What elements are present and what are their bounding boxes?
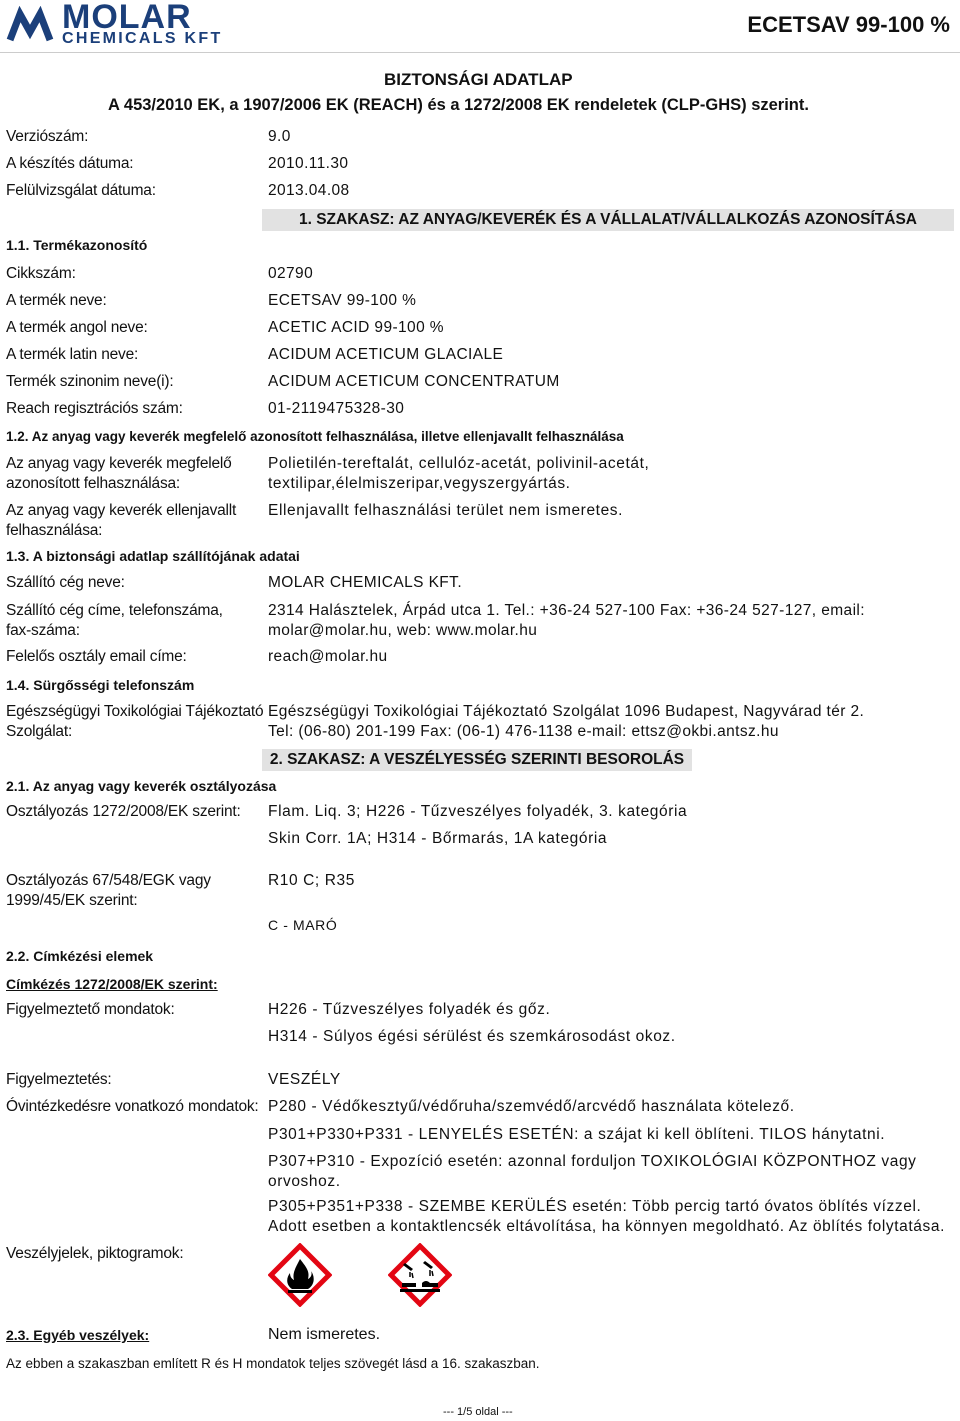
address-label-line1: Szállító cég címe, telefonszáma, <box>6 602 223 619</box>
logo-top-text: MOLAR <box>62 0 192 36</box>
revised-label: Felülvizsgálat dátuma: <box>6 182 156 199</box>
signal-word-value: VESZÉLY <box>268 1071 341 1088</box>
emergency-label-line2: Szolgálat: <box>6 723 73 740</box>
emergency-value-line2: Tel: (06-80) 201-199 Fax: (06-1) 476-1138 e-mail: ettsz@okbi.antsz.hu <box>268 723 779 740</box>
subsection-1-1: 1.1. Termékazonosító <box>6 237 148 253</box>
created-label: A készítés dátuma: <box>6 155 134 172</box>
precaution-p305-line1: P305+P351+P338 - SZEMBE KERÜLÉS esetén: Több percig tartó óvatos öblítés vízzel. <box>268 1198 922 1215</box>
address-value-line2: molar@molar.hu, web: www.molar.hu <box>268 622 538 639</box>
address-label-line2: fax-száma: <box>6 622 80 639</box>
use-value-line2: textilipar,élelmiszeripar,vegyszergyártás. <box>268 475 571 492</box>
supplier-value: MOLAR CHEMICALS KFT. <box>268 574 463 591</box>
hazard-statement-2: H314 - Súlyos égési sérülést és szemkárosodást okoz. <box>268 1028 676 1045</box>
molar-logo-icon <box>6 0 226 50</box>
clp-label: Osztályozás 1272/2008/EK szerint: <box>6 803 241 820</box>
product-name-value: ECETSAV 99-100 % <box>268 292 417 309</box>
reach-value: 01-2119475328-30 <box>268 400 405 417</box>
dsd-value-line2: C - MARÓ <box>268 917 338 933</box>
use-value-line1: Polietilén-tereftalát, cellulóz-acetát, polivinil-acetát, <box>268 455 650 472</box>
corrosive-pictogram-icon <box>388 1243 452 1307</box>
product-name-label: A termék neve: <box>6 292 107 309</box>
contra-label-line1: Az anyag vagy keverék ellenjavallt <box>6 502 237 519</box>
dsd-label-line2: 1999/45/EK szerint: <box>6 892 138 909</box>
datasheet-title: BIZTONSÁGI ADATLAP <box>384 70 573 89</box>
precaution-p307-line1: P307+P310 - Expozíció esetén: azonnal forduljon TOXIKOLÓGIAI KÖZPONTHOZ vagy <box>268 1153 917 1170</box>
emergency-label-line1: Egészségügyi Toxikológiai Tájékoztató <box>6 703 264 720</box>
contra-label-line2: felhasználása: <box>6 522 103 539</box>
version-value: 9.0 <box>268 128 291 145</box>
contra-value: Ellenjavallt felhasználási terület nem ismeretes. <box>268 502 624 519</box>
logo-bottom-text: CHEMICALS KFT <box>62 30 223 47</box>
address-value-line1: 2314 Halásztelek, Árpád utca 1. Tel.: +36-24 527-100 Fax: +36-24 527-127, email: <box>268 602 865 619</box>
header-divider <box>0 52 960 53</box>
english-name-value: ACETIC ACID 99-100 % <box>268 319 444 336</box>
other-hazards-value: Nem ismeretes. <box>268 1326 381 1343</box>
dsd-value-line1: R10 C; R35 <box>268 872 355 889</box>
pictogram-label: Veszélyjelek, piktogramok: <box>6 1245 184 1262</box>
emergency-value-line1: Egészségügyi Toxikológiai Tájékoztató Szolgálat 1096 Budapest, Nagyvárad tér 2. <box>268 703 865 720</box>
section-1-bar: 1. SZAKASZ: AZ ANYAG/KEVERÉK ÉS A VÁLLALAT/VÁLLALKOZÁS AZONOSÍTÁSA <box>262 209 954 231</box>
latin-name-label: A termék latin neve: <box>6 346 139 363</box>
subsection-1-3: 1.3. A biztonsági adatlap szállítójának adatai <box>6 548 300 564</box>
revised-value: 2013.04.08 <box>268 182 350 199</box>
precaution-label: Óvintézkedésre vonatkozó mondatok: <box>6 1098 259 1115</box>
subsection-2-1: 2.1. Az anyag vagy keverék osztályozása <box>6 778 277 794</box>
regulation-line: A 453/2010 EK, a 1907/2006 EK (REACH) és a 1272/2008 EK rendeletek (CLP-GHS) szerint. <box>108 96 809 114</box>
synonym-label: Termék szinonim neve(i): <box>6 373 174 390</box>
page-number: --- 1/5 oldal --- <box>443 1406 513 1418</box>
signal-word-label: Figyelmeztetés: <box>6 1071 112 1088</box>
use-label-line1: Az anyag vagy keverék megfelelő <box>6 455 232 472</box>
subsection-2-3: 2.3. Egyéb veszélyek: <box>6 1327 150 1343</box>
use-label-line2: azonosított felhasználása: <box>6 475 181 492</box>
subsection-1-4: 1.4. Sürgősségi telefonszám <box>6 677 195 693</box>
section-2-bar: 2. SZAKASZ: A VESZÉLYESSÉG SZERINTI BESOROLÁS <box>262 749 692 771</box>
created-value: 2010.11.30 <box>268 155 349 172</box>
english-name-label: A termék angol neve: <box>6 319 148 336</box>
precaution-p305-line2: Adott esetben a kontaktlencsék eltávolítása, ha könnyen megoldható. Az öblítés folytatása. <box>268 1218 945 1235</box>
item-number-label: Cikkszám: <box>6 265 76 282</box>
subsection-1-2: 1.2. Az anyag vagy keverék megfelelő azonosított felhasználása, illetve ellenjavallt felhasználása <box>6 429 624 444</box>
hazard-statements-label: Figyelmeztető mondatok: <box>6 1001 175 1018</box>
labelling-heading: Címkézés 1272/2008/EK szerint: <box>6 976 218 992</box>
precaution-p307-line2: orvoshoz. <box>268 1173 341 1190</box>
synonym-value: ACIDUM ACETICUM CONCENTRATUM <box>268 373 560 390</box>
email-value: reach@molar.hu <box>268 648 388 665</box>
dsd-label-line1: Osztályozás 67/548/EGK vagy <box>6 872 211 889</box>
section-note: Az ebben a szakaszban említett R és H mondatok teljes szövegét lásd a 16. szakaszban. <box>6 1356 540 1371</box>
document-title: ECETSAV 99-100 % <box>747 12 950 37</box>
supplier-label: Szállító cég neve: <box>6 574 125 591</box>
reach-label: Reach regisztrációs szám: <box>6 400 183 417</box>
version-label: Verziószám: <box>6 128 89 145</box>
precaution-p280: P280 - Védőkesztyű/védőruha/szemvédő/arcvédő használata kötelező. <box>268 1098 795 1115</box>
latin-name-value: ACIDUM ACETICUM GLACIALE <box>268 346 504 363</box>
precaution-p301: P301+P330+P331 - LENYELÉS ESETÉN: a szájat ki kell öblíteni. TILOS hánytatni. <box>268 1126 886 1143</box>
hazard-statement-1: H226 - Tűzveszélyes folyadék és gőz. <box>268 1001 551 1018</box>
clp-value-line1: Flam. Liq. 3; H226 - Tűzveszélyes folyadék, 3. kategória <box>268 803 688 820</box>
subsection-2-2: 2.2. Címkézési elemek <box>6 948 154 964</box>
email-label: Felelős osztály email címe: <box>6 648 187 665</box>
flammable-pictogram-icon <box>268 1243 332 1307</box>
item-number-value: 02790 <box>268 265 314 282</box>
clp-value-line2: Skin Corr. 1A; H314 - Bőrmarás, 1A kategória <box>268 830 608 847</box>
